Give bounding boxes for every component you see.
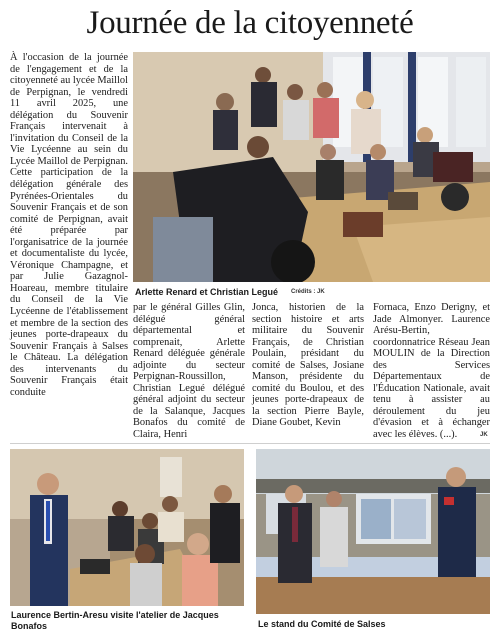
- article-paragraph: À l'occasion de la journée de l'engagement et de la citoyenneté au lycée Maillol de Perpignan, le vendredi 11 avril 2025, une délégation du Souvenir Français intervenait à l'invitation du Conseil de la Vie Lycéenne au sein du Lycée Maillol de Perpignan. Cette participation de la délégation générale des Pyrénées-Orientales du Souvenir Français et de son comité de Perpignan, avait été préparée par l'organisatrice de la journée et documentaliste du lycée, Véronique Champagne, et par Julie Gazagnol-Hoareau, membre titulaire du Conseil de la Vie Lycéenne de l'établissement et membre de la section des jeunes porte-drapeaux du Souvenir Français à Salses le Château. La délégation des intervenants du Souvenir Français était conduite: [10, 52, 129, 398]
- article-column-1: [10, 52, 128, 437]
- article-signature: JK: [480, 432, 488, 438]
- main-photo-credit: Crédits : JK: [291, 289, 325, 295]
- article-column-3: [252, 302, 364, 438]
- headline: Journée de la citoyenneté: [86, 5, 414, 41]
- right-photo-image: [256, 449, 490, 614]
- left-photo-caption: Laurence Bertin-Aresu visite l'atelier de Jacques Bonafos: [11, 610, 219, 631]
- right-photo: [256, 449, 490, 614]
- article-column-4: [373, 302, 490, 441]
- main-photo: [133, 52, 490, 282]
- main-photo-caption: Arlette Renard et Christian Legué: [135, 287, 279, 297]
- article-paragraph: Fornaca, Enzo Derigny, et Jade Almonyer. Laurence Arésu-Bertin, coordonnatrice Réseau Jean MOULIN de la Direction des Services Départementaux de l'Éducation Nationale, avait tenu à assister au déroulement du jeu d'évasion et à échanger avec les élèves. (...).: [373, 302, 490, 441]
- separator-line: [10, 443, 490, 444]
- main-photo-image: [133, 52, 490, 282]
- article-paragraph: Jonca, historien de la section histoire et arts militaire du Souvenir Français, de Christian Poulain, présidant du comité de Salses, Josiane Manson, présidente du comité du Boulou, et des jeunes porte-drapeaux de la section Pierre Bayle, Diane Goubet, Kevin: [252, 302, 364, 429]
- article-paragraph: par le général Gilles Glin, délégué général départemental et comprenait, Arlette Renard déléguée générale adjointe du secteur Perpignan-Roussillon, Christian Legué délégué général adjoint du secteur de la Salanque, Jacques Bonafos du comité de Claira, Henri: [133, 302, 245, 441]
- left-photo-image: [10, 449, 244, 606]
- right-photo-caption: Le stand du Comité de Salses: [258, 619, 386, 629]
- left-photo: [10, 449, 244, 606]
- article-column-2: [133, 302, 245, 441]
